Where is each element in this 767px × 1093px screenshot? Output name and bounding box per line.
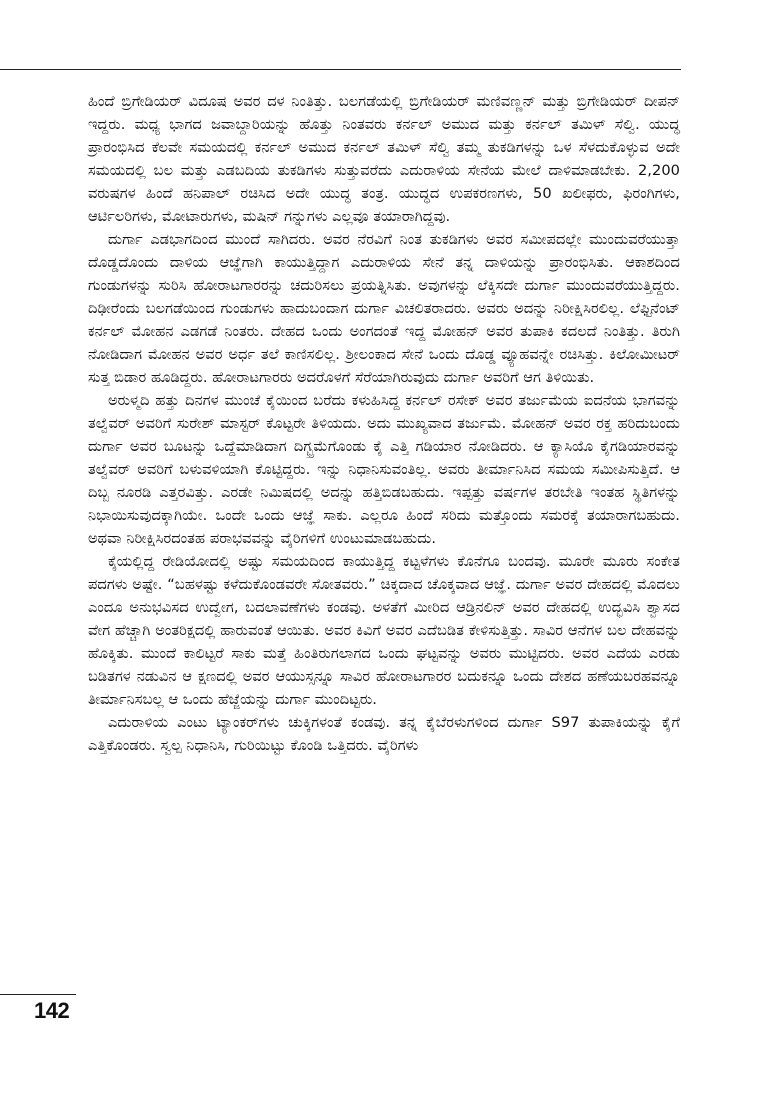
- paragraph-3: ಅರುಳ್ಮದಿ ಹತ್ತು ದಿನಗಳ ಮುಂಚೆ ಕೈಯಿಂದ ಬರೆದು ಕಳುಹಿಸಿದ್ದ ಕರ್ನಲ್ ರಸೇಕ್ ಅವರ ತರ್ಜುಮೆಯ ಐದನೆಯ ಭಾಗವನ್ನು ತಲ್ವೆವರ್ ಅವರಿಗೆ ಸುರೇಶ್ ಮಾಸ್ಟರ್ ಕೊಟ್ಟರೇ ತಿಳಿಯದು. ಅದು ಮುಖ್ಯವಾದ ತರ್ಜುಮೆ. ಮೋಹನ್ ಅವರ ರಕ್ತ ಹರಿದುಬಂದು ದುರ್ಗಾ ಅವರ ಬೂಟನ್ನು ಒದ್ದೆಮಾಡಿದಾಗ ದಿಗ್ಭ್ರಮೆಗೊಂಡು ಕೈ ಎತ್ತಿ ಗಡಿಯಾರ ನೋಡಿದರು. ಆ ಕ್ಯಾಸಿಯೊ ಕೈಗಡಿಯಾರವನ್ನು ತಲ್ವೆವರ್ ಅವರಿಗೆ ಬಳುವಳಿಯಾಗಿ ಕೊಟ್ಟಿದ್ದರು. ಇನ್ನು ನಿಧಾನಿಸುವಂತಿಲ್ಲ. ಅವರು ತೀರ್ಮಾನಿಸಿದ ಸಮಯ ಸಮೀಪಿಸುತ್ತಿದೆ. ಆ ದಿಬ್ಬ ನೂರಡಿ ಎತ್ತರವಿತ್ತು. ಎರಡೇ ನಿಮಿಷದಲ್ಲಿ ಅದನ್ನು ಹತ್ತಿಬಿಡಬಹುದು. ಇಪ್ಪತ್ತು ವರ್ಷಗಳ ತರಬೇತಿ ಇಂತಹ ಸ್ಥಿತಿಗಳನ್ನು ನಿಭಾಯಿಸುವುದಕ್ಕಾಗಿಯೇ. ಒಂದೇ ಒಂದು ಆಜ್ಞೆ ಸಾಕು. ಎಲ್ಲರೂ ಹಿಂದೆ ಸರಿದು ಮತ್ತೊಂದು ಸಮರಕ್ಕೆ ತಯಾರಾಗಬಹುದು. ಅಥವಾ ನಿರೀಕ್ಷಿಸಿರದಂತಹ ಪರಾಭವವನ್ನು ವೈರಿಗಳಿಗೆ ಉಂಟುಮಾಡಬಹುದು.: [88, 392, 680, 547]
- footer-rule: [0, 994, 76, 995]
- body-text: [88, 90, 680, 757]
- paragraph-5: ಎದುರಾಳಿಯ ಎಂಟು ಟ್ಯಾಂಕರ್‌ಗಳು ಚುಕ್ಕಿಗಳಂತೆ ಕಂಡವು. ತನ್ನ ಕೈಬೆರಳುಗಳಿಂದ ದುರ್ಗಾ S97 ತುಪಾಕಿಯನ್ನು ಕೈಗೆ ಎತ್ತಿಕೊಂಡರು. ಸ್ವಲ್ಪ ನಿಧಾನಿಸಿ, ಗುರಿಯಿಟ್ಟು ಕೊಂಡಿ ಒತ್ತಿದರು. ವೈರಿಗಳು: [88, 714, 680, 754]
- paragraph-2: ದುರ್ಗಾ ಎಡಭಾಗದಿಂದ ಮುಂದೆ ಸಾಗಿದರು. ಅವರ ನೆರವಿಗೆ ನಿಂತ ತುಕಡಿಗಳು ಅವರ ಸಮೀಪದಲ್ಲೇ ಮುಂದುವರೆಯುತ್ತಾ ದೊಡ್ಡದೊಂದು ದಾಳಿಯ ಆಜ್ಞೆಗಾಗಿ ಕಾಯುತ್ತಿದ್ದಾಗ ಎದುರಾಳಿಯ ಸೇನೆ ತನ್ನ ದಾಳಿಯನ್ನು ಪ್ರಾರಂಭಿಸಿತು. ಆಕಾಶದಿಂದ ಗುಂಡುಗಳನ್ನು ಸುರಿಸಿ ಹೋರಾಟಗಾರರನ್ನು ಚದುರಿಸಲು ಪ್ರಯತ್ನಿಸಿತು. ಅವುಗಳನ್ನು ಲೆಕ್ಕಿಸದೇ ದುರ್ಗಾ ಮುಂದುವರೆಯುತ್ತಿದ್ದರು. ದಿಢೀರೆಂದು ಬಲಗಡೆಯಿಂದ ಗುಂಡುಗಳು ಹಾದುಬಂದಾಗ ದುರ್ಗಾ ವಿಚಲಿತರಾದರು. ಅವರು ಅದನ್ನು ನಿರೀಕ್ಷಿಸಿರಲಿಲ್ಲ. ಲೆಫ್ಟಿನೆಂಟ್ ಕರ್ನಲ್ ಮೋಹನ ಎಡಗಡೆ ನಿಂತರು. ದೇಹದ ಒಂದು ಅಂಗದಂತೆ ಇದ್ದ ಮೋಹನ್ ಅವರ ತುಪಾಕಿ ಕದಲದೆ ನಿಂತಿತ್ತು. ತಿರುಗಿ ನೋಡಿದಾಗ ಮೋಹನ ಅವರ ಅರ್ಧ ತಲೆ ಕಾಣಿಸಲಿಲ್ಲ. ಶ್ರೀಲಂಕಾದ ಸೇನೆ ಒಂದು ದೊಡ್ಡ ವ್ಯೂಹವನ್ನೇ ರಚಿಸಿತ್ತು. ಕಿಲೋಮೀಟರ್ ಸುತ್ತ ಬಿಡಾರ ಹೂಡಿದ್ದರು. ಹೋರಾಟಗಾರರು ಅದರೊಳಗೆ ಸೆರೆಯಾಗಿರುವುದು ದುರ್ಗಾ ಅವರಿಗೆ ಆಗ ತಿಳಿಯಿತು.: [88, 231, 680, 386]
- paragraph-1: ಹಿಂದೆ ಬ್ರಿಗೇಡಿಯರ್ ವಿದೂಷ ಅವರ ದಳ ನಿಂತಿತ್ತು. ಬಲಗಡೆಯಲ್ಲಿ ಬ್ರಿಗೇಡಿಯರ್ ಮಣಿವಣ್ಣನ್ ಮತ್ತು ಬ್ರಿಗೇಡಿಯರ್ ದೀಪನ್ ಇದ್ದರು. ಮಧ್ಯ ಭಾಗದ ಜವಾಬ್ದಾರಿಯನ್ನು ಹೊತ್ತು ನಿಂತವರು ಕರ್ನಲ್ ಅಮುದ ಮತ್ತು ಕರ್ನಲ್ ತಮಿಳ್ ಸೆಲ್ವಿ. ಯುದ್ಧ ಪ್ರಾರಂಭಿಸಿದ ಕೆಲವೇ ಸಮಯದಲ್ಲಿ ಕರ್ನಲ್ ಅಮುದ ಕರ್ನಲ್ ತಮಿಳ್ ಸೆಲ್ವಿ ತಮ್ಮ ತುಕಡಿಗಳನ್ನು ಒಳ ಸೆಳದುಕೊಳ್ಳುವ ಅದೇ ಸಮಯದಲ್ಲಿ ಬಲ ಮತ್ತು ಎಡಬದಿಯ ತುಕಡಿಗಳು ಸುತ್ತುವರೆದು ಎದುರಾಳಿಯ ಸೇನೆಯ ಮೇಲೆ ದಾಳಿಮಾಡಬೇಕು. 2,200 ವರುಷಗಳ ಹಿಂದೆ ಹನಿಪಾಲ್ ರಚಿಸಿದ ಅದೇ ಯುದ್ಧ ತಂತ್ರ. ಯುದ್ಧದ ಉಪಕರಣಗಳು, 50 ಖಲೀಫರು, ಫಿರಂಗಿಗಳು, ಆರ್ಟಿಲರಿಗಳು, ಮೋಟಾರುಗಳು, ಮಷಿನ್ ಗನ್ನುಗಳು ಎಲ್ಲವೂ ತಯಾರಾಗಿದ್ದವು.: [88, 93, 680, 225]
- paragraph-4: ಕೈಯಲ್ಲಿದ್ದ ರೇಡಿಯೋದಲ್ಲಿ ಅಷ್ಟು ಸಮಯದಿಂದ ಕಾಯುತ್ತಿದ್ದ ಕಟ್ಟಳೆಗಳು ಕೊನೆಗೂ ಬಂದವು. ಮೂರೇ ಮೂರು ಸಂಕೇತ ಪದಗಳು ಅಷ್ಟೇ. “ಬಹಳಷ್ಟು ಕಳೆದುಕೊಂಡವರೇ ಸೋತವರು.” ಚಿಕ್ಕದಾದ ಚೊಕ್ಕವಾದ ಆಜ್ಞೆ. ದುರ್ಗಾ ಅವರ ದೇಹದಲ್ಲಿ ಮೊದಲು ಎಂದೂ ಅನುಭವಿಸದ ಉದ್ವೇಗ, ಬದಲಾವಣೆಗಳು ಕಂಡವು. ಅಳತೆಗೆ ಮೀರಿದ ಆಡ್ರಿನಲಿನ್ ಅವರ ದೇಹದಲ್ಲಿ ಉದ್ಭವಿಸಿ ಶ್ವಾಸದ ವೇಗ ಹೆಚ್ಚಾಗಿ ಅಂತರಿಕ್ಷದಲ್ಲಿ ಹಾರುವಂತೆ ಆಯಿತು. ಅವರ ಕಿವಿಗೆ ಅವರ ಎದೆಬಡಿತ ಕೇಳಿಸುತ್ತಿತ್ತು. ಸಾವಿರ ಆನೆಗಳ ಬಲ ದೇಹವನ್ನು ಹೊಕ್ಕಿತು. ಮುಂದೆ ಕಾಲಿಟ್ಟರೆ ಸಾಕು ಮತ್ತೆ ಹಿಂತಿರುಗಲಾಗದ ಒಂದು ಘಟ್ಟವನ್ನು ಅವರು ಮುಟ್ಟಿದರು. ಅವರ ಎದೆಯ ಎರಡು ಬಡಿತಗಳ ನಡುವಿನ ಆ ಕ್ಷಣದಲ್ಲಿ ಅವರ ಆಯುಸ್ಸನ್ನೂ ಸಾವಿರ ಹೋರಾಟಗಾರರ ಬದುಕನ್ನೂ ಒಂದು ದೇಶದ ಹಣೆಯಬರಹವನ್ನೂ ತೀರ್ಮಾನಿಸಬಲ್ಲ ಆ ಒಂದು ಹೆಜ್ಜೆಯನ್ನು ದುರ್ಗಾ ಮುಂದಿಟ್ಟರು.: [88, 553, 680, 708]
- header-rule: [0, 69, 681, 70]
- page-number: 142: [34, 998, 70, 1023]
